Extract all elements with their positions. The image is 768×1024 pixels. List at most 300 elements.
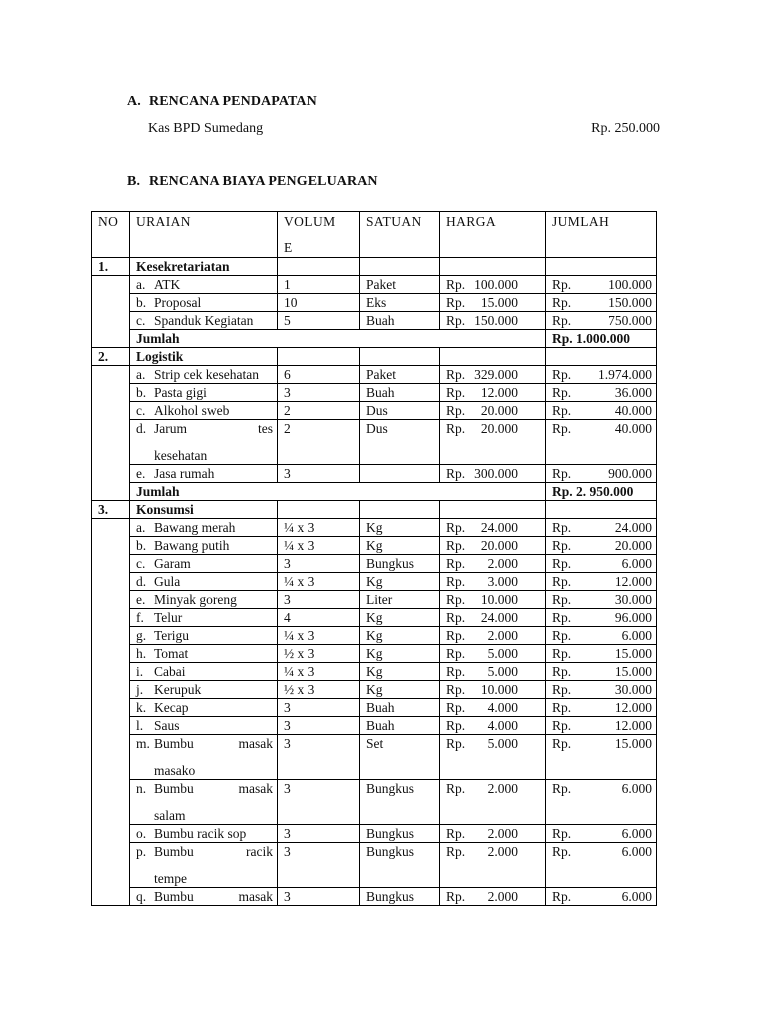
item-volume: ¼ x 3	[278, 663, 360, 681]
currency-label: Rp.	[552, 367, 572, 382]
item-name-right: tes	[258, 421, 273, 436]
amount-value: 6.000	[621, 628, 652, 643]
item-amount	[546, 888, 657, 906]
item-volume: 3	[278, 591, 360, 609]
currency-label: Rp.	[446, 385, 466, 400]
amount-value: 20.000	[614, 538, 652, 553]
currency-label: Rp.	[446, 313, 466, 328]
item-unit: Kg	[360, 573, 440, 591]
item-name: Kerupuk	[154, 682, 202, 697]
currency-label: Rp.	[446, 277, 466, 292]
item-amount	[546, 825, 657, 843]
item-volume: 2	[278, 420, 360, 465]
group-number-span	[92, 519, 130, 906]
item-amount	[546, 735, 657, 780]
item-unit: Bungkus	[360, 555, 440, 573]
currency-label: Rp.	[552, 385, 572, 400]
group-number-span	[92, 276, 130, 348]
category-number: 2.	[92, 348, 130, 366]
price-value: 10.000	[480, 592, 518, 607]
price-value: 2.000	[487, 844, 518, 859]
item-volume: 3	[278, 717, 360, 735]
item-price	[440, 537, 546, 555]
item-name: Bumbu	[154, 844, 194, 859]
subtotal-value: Rp. 2. 950.000	[546, 483, 657, 501]
item-row	[92, 681, 657, 699]
section-b-title	[127, 174, 378, 190]
item-description	[130, 591, 278, 609]
currency-label: Rp.	[552, 295, 572, 310]
item-label: d.	[136, 574, 147, 589]
item-volume: ¼ x 3	[278, 627, 360, 645]
item-unit: Paket	[360, 276, 440, 294]
price-value: 10.000	[480, 682, 518, 697]
item-label: j.	[136, 682, 144, 697]
currency-label: Rp.	[446, 781, 466, 796]
price-value: 12.000	[480, 385, 518, 400]
item-price	[440, 645, 546, 663]
item-price	[440, 276, 546, 294]
item-description	[130, 627, 278, 645]
header-uraian: URAIAN	[130, 212, 278, 258]
item-amount	[546, 537, 657, 555]
item-label: h.	[136, 646, 147, 661]
item-description	[130, 717, 278, 735]
currency-label: Rp.	[446, 736, 466, 751]
item-description	[130, 780, 278, 825]
item-volume: ¼ x 3	[278, 519, 360, 537]
price-value: 5.000	[487, 664, 518, 679]
item-unit: Bungkus	[360, 843, 440, 888]
item-price	[440, 735, 546, 780]
item-price	[440, 366, 546, 384]
table-body	[92, 258, 657, 906]
currency-label: Rp.	[446, 466, 466, 481]
item-name: Bumbu racik sop	[154, 826, 247, 841]
item-unit: Bungkus	[360, 888, 440, 906]
currency-label: Rp.	[446, 628, 466, 643]
item-unit: Buah	[360, 312, 440, 330]
item-label: e.	[136, 592, 146, 607]
item-name-line2: kesehatan	[154, 448, 208, 463]
category-row	[92, 501, 657, 519]
item-label: n.	[136, 781, 147, 796]
item-name: Tomat	[154, 646, 189, 661]
price-value: 20.000	[480, 538, 518, 553]
currency-label: Rp.	[446, 889, 466, 904]
item-name-right: racik	[246, 844, 273, 859]
item-description	[130, 843, 278, 888]
price-value: 2.000	[487, 826, 518, 841]
item-name-line2: masako	[154, 763, 196, 778]
empty-cell	[278, 348, 360, 366]
item-price	[440, 519, 546, 537]
header-volume-line1: VOLUM	[284, 214, 336, 229]
category-name: Logistik	[130, 348, 278, 366]
group-number-span	[92, 366, 130, 501]
item-price	[440, 294, 546, 312]
item-amount	[546, 627, 657, 645]
item-label: g.	[136, 628, 147, 643]
item-amount	[546, 573, 657, 591]
item-name: Kecap	[154, 700, 189, 715]
item-volume: ½ x 3	[278, 681, 360, 699]
income-amount: Rp. 250.000	[591, 121, 660, 136]
item-row	[92, 717, 657, 735]
item-amount	[546, 555, 657, 573]
empty-cell	[360, 501, 440, 519]
currency-label: Rp.	[552, 313, 572, 328]
item-amount	[546, 780, 657, 825]
price-value: 5.000	[487, 736, 518, 751]
item-volume: 3	[278, 555, 360, 573]
item-name: Jasa rumah	[154, 466, 215, 481]
item-price	[440, 591, 546, 609]
item-volume: 10	[278, 294, 360, 312]
section-b-letter: B.	[127, 174, 141, 189]
item-unit: Bungkus	[360, 825, 440, 843]
item-price	[440, 699, 546, 717]
item-name-line2: salam	[154, 808, 186, 823]
item-row	[92, 663, 657, 681]
amount-value: 36.000	[614, 385, 652, 400]
item-row	[92, 645, 657, 663]
item-description	[130, 276, 278, 294]
item-volume: ¼ x 3	[278, 573, 360, 591]
currency-label: Rp.	[446, 646, 466, 661]
item-row	[92, 573, 657, 591]
empty-cell	[360, 258, 440, 276]
subtotal-row	[92, 483, 657, 501]
item-volume: 5	[278, 312, 360, 330]
item-amount	[546, 681, 657, 699]
amount-value: 30.000	[614, 682, 652, 697]
item-price	[440, 780, 546, 825]
item-row	[92, 312, 657, 330]
currency-label: Rp.	[446, 403, 466, 418]
empty-cell	[440, 258, 546, 276]
currency-label: Rp.	[446, 556, 466, 571]
category-row	[92, 258, 657, 276]
currency-label: Rp.	[552, 277, 572, 292]
item-name: Bumbu	[154, 889, 194, 904]
category-row	[92, 348, 657, 366]
header-jumlah: JUMLAH	[546, 212, 657, 258]
item-label: m.	[136, 736, 150, 751]
item-label: k.	[136, 700, 147, 715]
item-unit: Kg	[360, 645, 440, 663]
amount-value: 6.000	[621, 844, 652, 859]
item-amount	[546, 402, 657, 420]
price-value: 20.000	[480, 421, 518, 436]
currency-label: Rp.	[552, 781, 572, 796]
currency-label: Rp.	[552, 610, 572, 625]
item-description	[130, 573, 278, 591]
item-unit: Eks	[360, 294, 440, 312]
section-a-text: RENCANA PENDAPATAN	[149, 94, 317, 109]
currency-label: Rp.	[446, 421, 466, 436]
header-volume	[278, 212, 360, 258]
item-row	[92, 420, 657, 465]
item-description	[130, 465, 278, 483]
currency-label: Rp.	[446, 664, 466, 679]
currency-label: Rp.	[552, 736, 572, 751]
item-unit: Dus	[360, 402, 440, 420]
empty-cell	[440, 501, 546, 519]
currency-label: Rp.	[552, 718, 572, 733]
item-price	[440, 312, 546, 330]
currency-label: Rp.	[446, 700, 466, 715]
item-unit: Bungkus	[360, 780, 440, 825]
item-volume: 3	[278, 843, 360, 888]
currency-label: Rp.	[446, 592, 466, 607]
amount-value: 15.000	[614, 646, 652, 661]
item-unit: Paket	[360, 366, 440, 384]
item-name: Bawang putih	[154, 538, 230, 553]
amount-value: 40.000	[614, 421, 652, 436]
currency-label: Rp.	[552, 592, 572, 607]
item-unit: Set	[360, 735, 440, 780]
price-value: 300.000	[474, 466, 518, 481]
income-row	[148, 121, 660, 137]
item-price	[440, 384, 546, 402]
price-value: 24.000	[480, 610, 518, 625]
price-value: 2.000	[487, 781, 518, 796]
empty-cell	[360, 348, 440, 366]
item-description	[130, 663, 278, 681]
item-price	[440, 717, 546, 735]
item-label: a.	[136, 520, 146, 535]
item-name: Bawang merah	[154, 520, 236, 535]
currency-label: Rp.	[446, 574, 466, 589]
item-description	[130, 681, 278, 699]
currency-label: Rp.	[552, 826, 572, 841]
item-description	[130, 519, 278, 537]
item-name: Bumbu	[154, 781, 194, 796]
item-amount	[546, 294, 657, 312]
header-satuan: SATUAN	[360, 212, 440, 258]
item-name: Minyak goreng	[154, 592, 237, 607]
item-label: c.	[136, 313, 146, 328]
currency-label: Rp.	[446, 682, 466, 697]
currency-label: Rp.	[552, 466, 572, 481]
currency-label: Rp.	[446, 295, 466, 310]
item-name: Spanduk Kegiatan	[154, 313, 254, 328]
price-value: 15.000	[480, 295, 518, 310]
currency-label: Rp.	[446, 367, 466, 382]
item-label: e.	[136, 466, 146, 481]
item-row	[92, 465, 657, 483]
item-label: a.	[136, 277, 146, 292]
item-unit: Kg	[360, 663, 440, 681]
item-description	[130, 735, 278, 780]
item-description	[130, 312, 278, 330]
currency-label: Rp.	[446, 718, 466, 733]
item-row	[92, 294, 657, 312]
item-unit: Buah	[360, 717, 440, 735]
empty-cell	[278, 258, 360, 276]
item-name: Proposal	[154, 295, 202, 310]
currency-label: Rp.	[552, 403, 572, 418]
item-description	[130, 645, 278, 663]
amount-value: 24.000	[614, 520, 652, 535]
item-price	[440, 573, 546, 591]
item-unit	[360, 465, 440, 483]
item-price	[440, 825, 546, 843]
item-unit: Buah	[360, 384, 440, 402]
item-name: Saus	[154, 718, 180, 733]
item-volume: 3	[278, 735, 360, 780]
item-volume: 3	[278, 699, 360, 717]
currency-label: Rp.	[552, 628, 572, 643]
item-label: b.	[136, 385, 147, 400]
currency-label: Rp.	[552, 700, 572, 715]
item-row	[92, 384, 657, 402]
item-name: Bumbu	[154, 736, 194, 751]
section-b-text: RENCANA BIAYA PENGELUARAN	[149, 174, 378, 189]
item-description	[130, 555, 278, 573]
item-name: Jarum	[154, 421, 187, 436]
currency-label: Rp.	[552, 664, 572, 679]
item-name: Cabai	[154, 664, 186, 679]
item-label: b.	[136, 295, 147, 310]
amount-value: 12.000	[614, 700, 652, 715]
item-name-right: masak	[238, 781, 273, 796]
amount-value: 15.000	[614, 664, 652, 679]
amount-value: 40.000	[614, 403, 652, 418]
item-name: ATK	[154, 277, 181, 292]
item-row	[92, 843, 657, 888]
amount-value: 750.000	[608, 313, 652, 328]
item-price	[440, 681, 546, 699]
item-volume: ½ x 3	[278, 645, 360, 663]
item-description	[130, 699, 278, 717]
item-label: f.	[136, 610, 144, 625]
item-volume: 1	[278, 276, 360, 294]
item-amount	[546, 663, 657, 681]
item-unit: Dus	[360, 420, 440, 465]
empty-cell	[440, 348, 546, 366]
item-price	[440, 609, 546, 627]
item-price	[440, 555, 546, 573]
item-label: a.	[136, 367, 146, 382]
item-price	[440, 663, 546, 681]
price-value: 24.000	[480, 520, 518, 535]
item-volume: 3	[278, 465, 360, 483]
item-name-line2: tempe	[154, 871, 187, 886]
currency-label: Rp.	[552, 844, 572, 859]
item-row	[92, 780, 657, 825]
item-unit: Kg	[360, 681, 440, 699]
item-label: c.	[136, 403, 146, 418]
category-number: 1.	[92, 258, 130, 276]
item-amount	[546, 843, 657, 888]
empty-cell	[546, 348, 657, 366]
price-value: 5.000	[487, 646, 518, 661]
item-row	[92, 402, 657, 420]
item-name: Alkohol sweb	[154, 403, 230, 418]
income-source: Kas BPD Sumedang	[148, 121, 264, 136]
item-description	[130, 537, 278, 555]
item-name: Gula	[154, 574, 181, 589]
amount-value: 30.000	[614, 592, 652, 607]
amount-value: 900.000	[608, 466, 652, 481]
item-label: b.	[136, 538, 147, 553]
item-price	[440, 888, 546, 906]
currency-label: Rp.	[446, 610, 466, 625]
currency-label: Rp.	[446, 844, 466, 859]
currency-label: Rp.	[552, 421, 572, 436]
item-amount	[546, 276, 657, 294]
item-unit: Buah	[360, 699, 440, 717]
price-value: 4.000	[487, 700, 518, 715]
item-name: Strip cek kesehatan	[154, 367, 259, 382]
subtotal-label: Jumlah	[130, 330, 546, 348]
item-description	[130, 420, 278, 465]
item-unit: Kg	[360, 609, 440, 627]
item-row	[92, 276, 657, 294]
item-unit: Kg	[360, 519, 440, 537]
empty-cell	[546, 258, 657, 276]
item-label: c.	[136, 556, 146, 571]
amount-value: 6.000	[621, 826, 652, 841]
item-name-right: masak	[238, 736, 273, 751]
price-value: 150.000	[474, 313, 518, 328]
amount-value: 150.000	[608, 295, 652, 310]
amount-value: 96.000	[614, 610, 652, 625]
item-volume: 6	[278, 366, 360, 384]
amount-value: 1.974.000	[598, 367, 652, 382]
currency-label: Rp.	[552, 538, 572, 553]
item-volume: 4	[278, 609, 360, 627]
item-label: p.	[136, 844, 147, 859]
item-amount	[546, 699, 657, 717]
category-name: Konsumsi	[130, 501, 278, 519]
item-amount	[546, 465, 657, 483]
price-value: 4.000	[487, 718, 518, 733]
item-name: Pasta gigi	[154, 385, 207, 400]
item-amount	[546, 312, 657, 330]
price-value: 3.000	[487, 574, 518, 589]
item-row	[92, 627, 657, 645]
item-price	[440, 465, 546, 483]
amount-value: 12.000	[614, 718, 652, 733]
price-value: 2.000	[487, 556, 518, 571]
item-price	[440, 402, 546, 420]
price-value: 20.000	[480, 403, 518, 418]
item-name: Telur	[154, 610, 183, 625]
item-label: l.	[136, 718, 144, 733]
table-header-row	[92, 212, 657, 258]
item-row	[92, 366, 657, 384]
item-amount	[546, 420, 657, 465]
item-price	[440, 843, 546, 888]
item-unit: Liter	[360, 591, 440, 609]
subtotal-value: Rp. 1.000.000	[546, 330, 657, 348]
item-description	[130, 825, 278, 843]
price-value: 329.000	[474, 367, 518, 382]
item-description	[130, 609, 278, 627]
item-volume: 3	[278, 384, 360, 402]
item-amount	[546, 609, 657, 627]
header-volume-line2: E	[284, 240, 293, 255]
currency-label: Rp.	[552, 556, 572, 571]
currency-label: Rp.	[552, 889, 572, 904]
item-volume: 3	[278, 825, 360, 843]
item-amount	[546, 519, 657, 537]
item-unit: Kg	[360, 627, 440, 645]
item-amount	[546, 366, 657, 384]
